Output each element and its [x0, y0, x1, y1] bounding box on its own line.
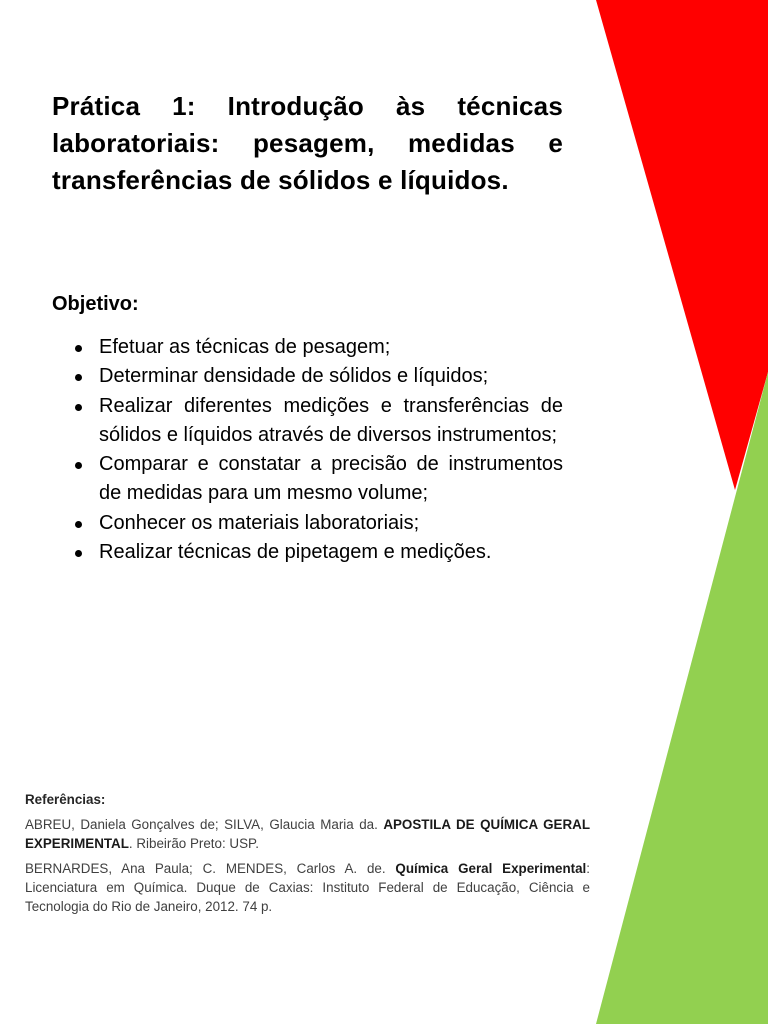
bullet-icon — [75, 550, 82, 557]
reference-publication: . Ribeirão Preto: USP. — [128, 836, 259, 851]
list-item — [52, 450, 563, 509]
list-item — [52, 362, 563, 391]
objective-list — [52, 333, 563, 567]
list-item — [52, 333, 563, 362]
reference-work-title: Química Geral Experimental — [395, 861, 587, 876]
list-item-text: Conhecer os materiais laboratoriais; — [99, 511, 420, 534]
reference-authors: BERNARDES, Ana Paula; C. MENDES, Carlos A. de. — [25, 861, 396, 876]
reference-entry — [25, 815, 590, 853]
list-item — [52, 392, 563, 451]
list-item-text: Realizar técnicas de pipetagem e medições. — [99, 541, 492, 564]
bullet-icon — [75, 345, 82, 352]
list-item-text: Determinar densidade de sólidos e líquidos; — [99, 365, 489, 388]
bullet-icon — [75, 404, 82, 411]
bullet-icon — [75, 462, 82, 469]
references-section — [25, 790, 590, 922]
list-item-text: Realizar diferentes medições e transferências de sólidos e líquidos através de diversos instrumentos; — [99, 394, 563, 446]
reference-entry — [25, 859, 590, 916]
objective-heading: Objetivo: — [52, 293, 139, 315]
list-item — [52, 509, 563, 538]
reference-authors: ABREU, Daniela Gonçalves de; SILVA, Glaucia Maria da. — [25, 817, 384, 832]
list-item-text: Comparar e constatar a precisão de instrumentos de medidas para um mesmo volume; — [99, 453, 563, 505]
bullet-icon — [75, 521, 82, 528]
list-item-text: Efetuar as técnicas de pesagem; — [99, 336, 391, 358]
bullet-icon — [75, 374, 82, 381]
references-heading: Referências: — [25, 792, 106, 807]
page-title: Prática 1: Introdução às técnicas laboratoriais: pesagem, medidas e transferências de sólidos e líquidos. — [52, 91, 563, 195]
list-item — [52, 538, 563, 567]
reference-publication: : Licenciatura em Química. Duque de Caxias: Instituto Federal de Educação, Ciência e Tecnologia do Rio de Janeiro, 2012. 74 p. — [25, 861, 591, 914]
red-triangle-band — [596, 0, 768, 490]
reference-work-title: APOSTILA DE QUÍMICA GERAL EXPERIMENTAL — [25, 817, 590, 851]
green-triangle-band — [596, 372, 768, 1024]
